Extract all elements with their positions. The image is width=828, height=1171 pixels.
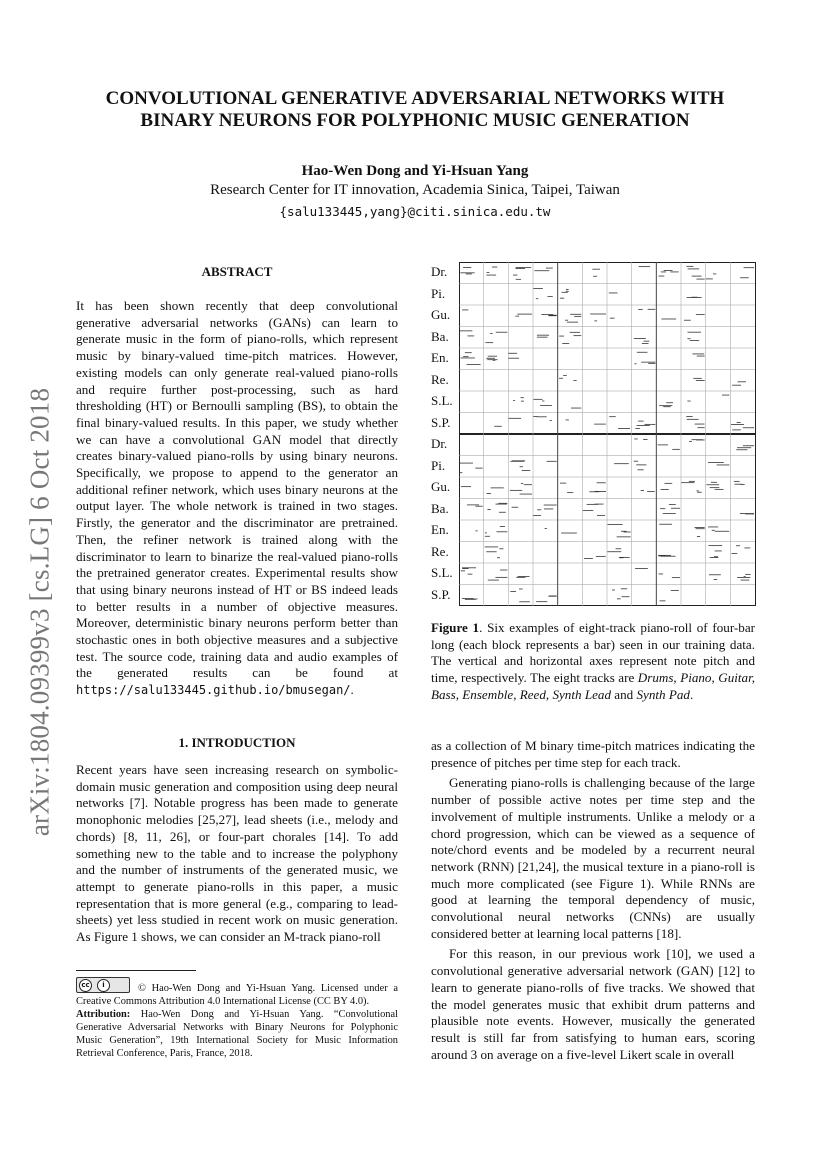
authors: Hao-Wen Dong and Yi-Hsuan Yang	[301, 163, 529, 179]
title-line-2: BINARY NEURONS FOR POLYPHONIC MUSIC GENERATION	[140, 110, 690, 131]
paper-title	[60, 88, 770, 132]
attribution-label: Attribution:	[76, 1009, 131, 1021]
cc-by-logo: cc i	[76, 977, 130, 993]
abstract-end: .	[350, 682, 354, 698]
email: {salu133445,yang}@citi.sinica.edu.tw	[279, 204, 551, 219]
title-line-1: CONVOLUTIONAL GENERATIVE ADVERSARIAL NETWORKS WITH	[105, 88, 725, 109]
footnote-cc-text: © Hao-Wen Dong and Yi-Hsuan Yang. Licensed under a Creative Commons Attribution 4.0 International License (CC BY 4.0).	[76, 983, 398, 1008]
intro-text: Recent years have seen increasing research on symbolic-domain music generation and composition using deep neural networks [7]. Notable progress has been made to generate monophonic melodies [25,27], lead sheets (i.e., melody and chords) [8, 11, 26], or four-part chorales [14]. To add something new to the table and to increase the polyphony and the number of instruments of the generated music, we attempt to generate piano-rolls in this paper, a music representation that is more general (e.g., comparing to lead-sheets) yet less studied in recent work on music generation. As Figure 1 shows, we can consider an M-track piano-roll	[76, 762, 398, 945]
track-label: En.	[431, 350, 449, 365]
track-label: Re.	[431, 371, 449, 387]
caption-label: Figure 1	[431, 620, 480, 635]
track-label: S.P.	[431, 414, 451, 430]
intro-body	[76, 762, 398, 946]
caption-end: .	[689, 686, 694, 702]
track-label: S.L.	[431, 565, 453, 580]
track-label: Dr.	[431, 436, 448, 451]
track-label: S.L.	[431, 393, 453, 408]
track-label: S.P.	[431, 586, 451, 602]
right-column-body	[431, 738, 755, 1063]
track-label: Dr.	[431, 264, 448, 279]
footnote-rule	[76, 970, 196, 971]
caption-last: Synth Pad	[636, 686, 690, 702]
footnote	[76, 977, 398, 1061]
intro-heading: 1. INTRODUCTION	[178, 735, 296, 750]
caption-tracks: Drums, Piano, Guitar, Bass, Ensemble, Reed, Synth Lead	[431, 670, 755, 702]
track-label: Ba.	[431, 328, 449, 344]
track-label: Pi.	[431, 457, 446, 473]
abstract-heading: ABSTRACT	[201, 264, 273, 279]
track-label: Gu.	[431, 479, 451, 494]
right-paragraph-2: Generating piano-rolls is challenging because of the large number of possible active notes per time step and the involvement of multiple instruments. Unlike a melody or a chord progression, which can be viewed as a sequence of note/chord events and be modeled by a recurrent neural network (RNN) [21,24], the musical texture in a piano-roll is much more complicated (see Figure 1). While RNNs are good at learning the temporal dependency of music, convolutional neural networks (CNNs) are usually considered better at learning local patterns [18].	[431, 775, 755, 941]
figure-caption	[431, 620, 755, 704]
caption-text: . Six examples of eight-track piano-roll of four-bar long (each block represents a bar) seen in our training data. The vertical and horizontal axes represent note pitch and time, respectively. The eight tracks are	[431, 620, 755, 686]
source-code-link[interactable]: https://salu133445.github.io/bmusegan/	[76, 683, 351, 698]
abstract-text: It has been shown recently that deep convolutional generative adversarial networks (GANs) can learn to generate music in the form of piano-rolls, which represent music by binary-valued time-pitch matrices. However, existing models can only generate real-valued piano-rolls and require further post-processing, such as hard thresholding (HT) or Bernoulli sampling (BS), to obtain the final binary-valued results. In this paper, we study whether we can have a convolutional GAN model that directly creates binary-valued piano-rolls by using binary neurons. Specifically, we propose to append to the generator an additional refiner network, which uses binary neurons at the output layer. The whole network is trained in two stages. Firstly, the generator and the discriminator are pretrained. Then, the refiner network is trained along with the discriminator to learn to binarize the real-valued piano-rolls the pretrained generator creates. Experimental results show that using binary neurons instead of HT or BS indeed leads to better results in a number of objective measures. Moreover, deterministic binary neurons perform better than stochastic ones in both objective measures and a subjective test. The source code, training data and audio examples of the generated results can be found at	[76, 298, 398, 681]
track-label: Pi.	[431, 285, 446, 301]
right-paragraph-1: as a collection of M binary time-pitch matrices indicating the presence of pitches per time step for each track.	[431, 738, 755, 770]
right-paragraph-3: For this reason, in our previous work [10], we used a convolutional generative adversarial network (GAN) [12] to learn to generate piano-rolls of five tracks. We showed that the model generates music that exhibit drum patterns and plausible note events. However, musically the generated result is still far from satisfying to human ears, scoring around 3 on average on a five-level Likert scale in overall	[431, 946, 755, 1062]
track-label: Ba.	[431, 500, 449, 516]
attribution-text: Hao-Wen Dong and Yi-Hsuan Yang. “Convolutional Generative Adversarial Networks with Binary Neurons for Polyphonic Music Generation”, 19th International Society for Music Information Retrieval Conference, Paris, France, 2018.	[76, 1009, 398, 1060]
track-label: Re.	[431, 543, 449, 559]
arxiv-stamp: arXiv:1804.09399v3 [cs.LG] 6 Oct 2018	[24, 387, 55, 837]
track-label: Gu.	[431, 307, 451, 322]
figure-1	[431, 262, 761, 607]
caption-and: and	[611, 686, 637, 702]
piano-roll-grid	[459, 262, 757, 606]
affiliation: Research Center for IT innovation, Academia Sinica, Taipei, Taiwan	[210, 182, 620, 198]
track-label: En.	[431, 522, 449, 537]
abstract-body	[76, 298, 398, 699]
